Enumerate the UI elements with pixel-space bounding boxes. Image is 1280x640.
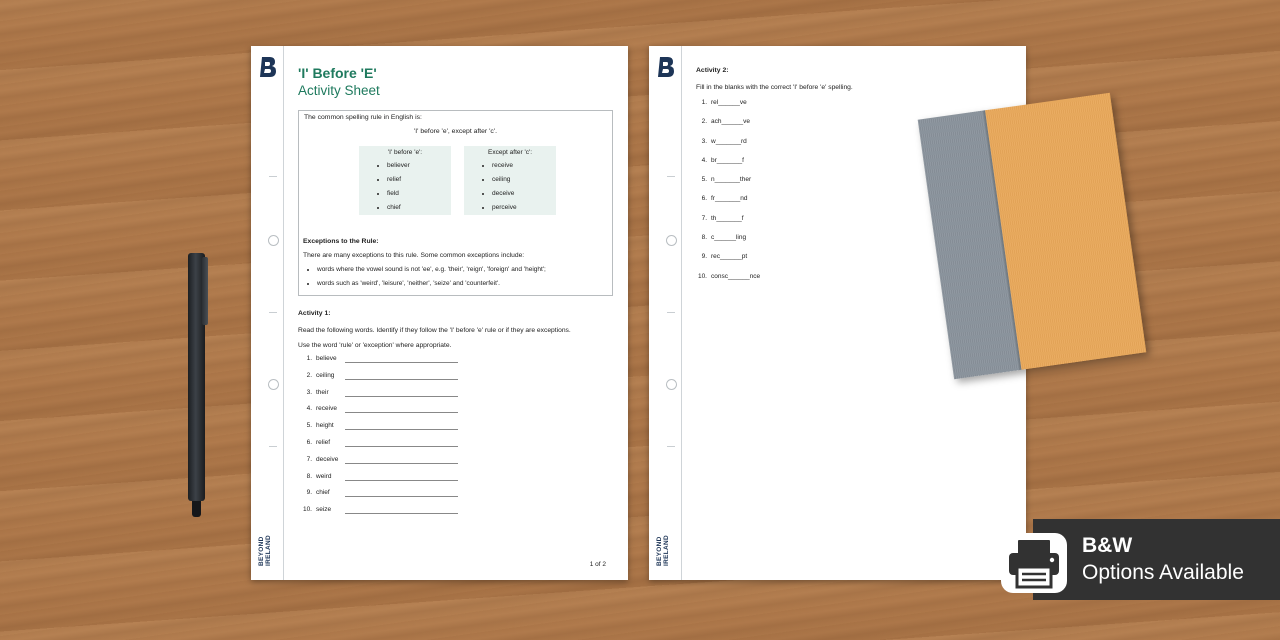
item-number: 6. <box>306 438 312 446</box>
activity-2-instruction: Fill in the blanks with the correct 'I' before 'e' spelling. <box>696 84 853 91</box>
list-item <box>696 195 760 214</box>
item-word: rec______pt <box>711 253 748 261</box>
item-word: br_______f <box>711 156 744 164</box>
item-number: 7. <box>306 455 312 463</box>
item-number: 4. <box>306 405 312 413</box>
exceptions-intro: There are many exceptions to this rule. Some common exceptions include: <box>303 252 525 259</box>
answer-line[interactable] <box>345 496 458 497</box>
pen-clip <box>202 257 208 325</box>
punch-mark <box>269 446 277 447</box>
item-word: w_______rd <box>711 137 747 145</box>
item-word: ach______ve <box>711 118 751 126</box>
margin-line <box>283 46 284 580</box>
item-word: receive <box>316 405 337 413</box>
list-item <box>696 253 760 272</box>
item-number: 7. <box>701 214 707 222</box>
item-word: rel______ve <box>711 99 747 106</box>
punch-hole <box>666 379 677 390</box>
bw-options-badge <box>1033 519 1280 600</box>
item-number: 9. <box>701 253 707 261</box>
item-number: 10. <box>302 506 312 514</box>
item-number: 2. <box>701 118 707 126</box>
after-c-examples-heading: Except after 'c': <box>487 149 533 156</box>
pen-tip <box>192 501 201 517</box>
punch-hole <box>268 379 279 390</box>
list-item: • ceiling <box>492 173 556 187</box>
brand-vertical-label: BEYOND IRELAND <box>258 535 272 566</box>
list-item <box>298 439 338 456</box>
list-item <box>298 456 338 473</box>
badge-subtitle: Options Available <box>1082 561 1244 584</box>
activity-1-instruction-2: Use the word 'rule' or 'exception' where appropriate. <box>298 342 452 349</box>
after-c-examples-list <box>464 159 556 215</box>
list-item: • perceive <box>492 201 556 215</box>
margin-line <box>681 46 682 580</box>
list-item <box>696 176 760 195</box>
list-item <box>696 138 760 157</box>
list-item: • relief <box>387 173 451 187</box>
list-item <box>298 355 338 372</box>
after-c-examples-box <box>464 146 556 215</box>
item-number: 2. <box>306 371 312 379</box>
item-word: weird <box>316 472 332 480</box>
item-number: 5. <box>701 176 707 184</box>
answer-line[interactable] <box>345 429 458 430</box>
item-number: 3. <box>306 388 312 396</box>
item-word: th_______f <box>711 214 744 222</box>
page-subtitle: Activity Sheet <box>298 83 380 98</box>
notebook <box>918 93 1147 379</box>
list-item <box>298 405 338 422</box>
punch-mark <box>667 446 675 447</box>
exceptions-list <box>307 263 546 291</box>
item-number: 10. <box>697 272 707 280</box>
answer-line[interactable] <box>345 446 458 447</box>
brand-logo-icon <box>259 56 277 78</box>
punch-mark <box>269 176 277 177</box>
answer-line[interactable] <box>345 513 458 514</box>
brand-logo-icon <box>657 56 675 78</box>
item-word: relief <box>316 438 331 446</box>
item-word: fr_______nd <box>711 195 748 203</box>
list-item <box>696 273 760 292</box>
page-number: 1 of 2 <box>589 561 606 568</box>
item-number: 1. <box>701 99 707 106</box>
printer-icon <box>999 531 1069 595</box>
punch-hole <box>666 235 677 246</box>
rule-box <box>298 110 613 296</box>
item-word: chief <box>316 489 330 497</box>
ie-examples-list <box>359 159 451 215</box>
activity-2-heading: Activity 2: <box>696 67 729 74</box>
item-word: consc______nce <box>711 272 761 280</box>
item-number: 9. <box>306 489 312 497</box>
answer-line[interactable] <box>345 379 458 380</box>
list-item <box>298 473 338 490</box>
list-item <box>696 234 760 253</box>
item-number: 8. <box>701 234 707 242</box>
list-item <box>696 157 760 176</box>
list-item: • field <box>387 187 451 201</box>
item-word: believe <box>316 355 337 362</box>
list-item: • words where the vowel sound is not 'ee', e.g. 'their', 'reign', 'foreign' and 'height'; <box>317 263 546 277</box>
pen <box>186 253 208 517</box>
list-item <box>298 506 338 523</box>
item-word: their <box>316 388 329 396</box>
answer-line[interactable] <box>345 463 458 464</box>
list-item: • deceive <box>492 187 556 201</box>
answer-line[interactable] <box>345 480 458 481</box>
item-number: 8. <box>306 472 312 480</box>
activity-2-list <box>696 99 760 292</box>
ie-examples-box <box>359 146 451 215</box>
activity-sheet-page-1 <box>251 46 628 580</box>
list-item: • chief <box>387 201 451 215</box>
answer-line[interactable] <box>345 396 458 397</box>
brand-vertical-label: BEYOND IRELAND <box>656 535 670 566</box>
item-number: 5. <box>306 422 312 430</box>
list-item <box>696 215 760 234</box>
item-number: 3. <box>701 137 707 145</box>
list-item: • words such as 'weird', 'leisure', 'neither', 'seize' and 'counterfeit'. <box>317 277 546 291</box>
item-number: 6. <box>701 195 707 203</box>
list-item <box>298 422 338 439</box>
item-number: 4. <box>701 156 707 164</box>
list-item <box>298 372 338 389</box>
rule-intro: The common spelling rule in English is: <box>304 114 422 121</box>
item-word: height <box>316 422 334 430</box>
answer-line[interactable] <box>345 362 458 363</box>
page-title: 'I' Before 'E' <box>298 65 377 81</box>
list-item <box>696 118 760 137</box>
list-item <box>696 99 760 118</box>
list-item: • receive <box>492 159 556 173</box>
item-word: n_______ther <box>711 176 752 184</box>
item-word: deceive <box>316 455 339 463</box>
punch-mark <box>269 312 277 313</box>
ie-examples-heading: 'I' before 'e': <box>387 149 423 156</box>
item-word: ceiling <box>316 371 335 379</box>
exceptions-heading: Exceptions to the Rule: <box>303 238 379 245</box>
punch-mark <box>667 312 675 313</box>
punch-hole <box>268 235 279 246</box>
badge-title: B&W <box>1082 534 1133 557</box>
rule-statement: 'I' before 'e', except after 'c'. <box>414 128 497 135</box>
answer-line[interactable] <box>345 412 458 413</box>
punch-mark <box>667 176 675 177</box>
list-item: • believer <box>387 159 451 173</box>
list-item <box>298 389 338 406</box>
activity-1-heading: Activity 1: <box>298 310 331 317</box>
item-number: 1. <box>306 355 312 362</box>
item-word: c______ling <box>711 234 747 242</box>
list-item <box>298 489 338 506</box>
activity-1-instruction: Read the following words. Identify if they follow the 'I' before 'e' rule or if they are exceptions. <box>298 327 571 334</box>
item-word: seize <box>316 506 332 514</box>
activity-1-word-list <box>298 355 338 523</box>
